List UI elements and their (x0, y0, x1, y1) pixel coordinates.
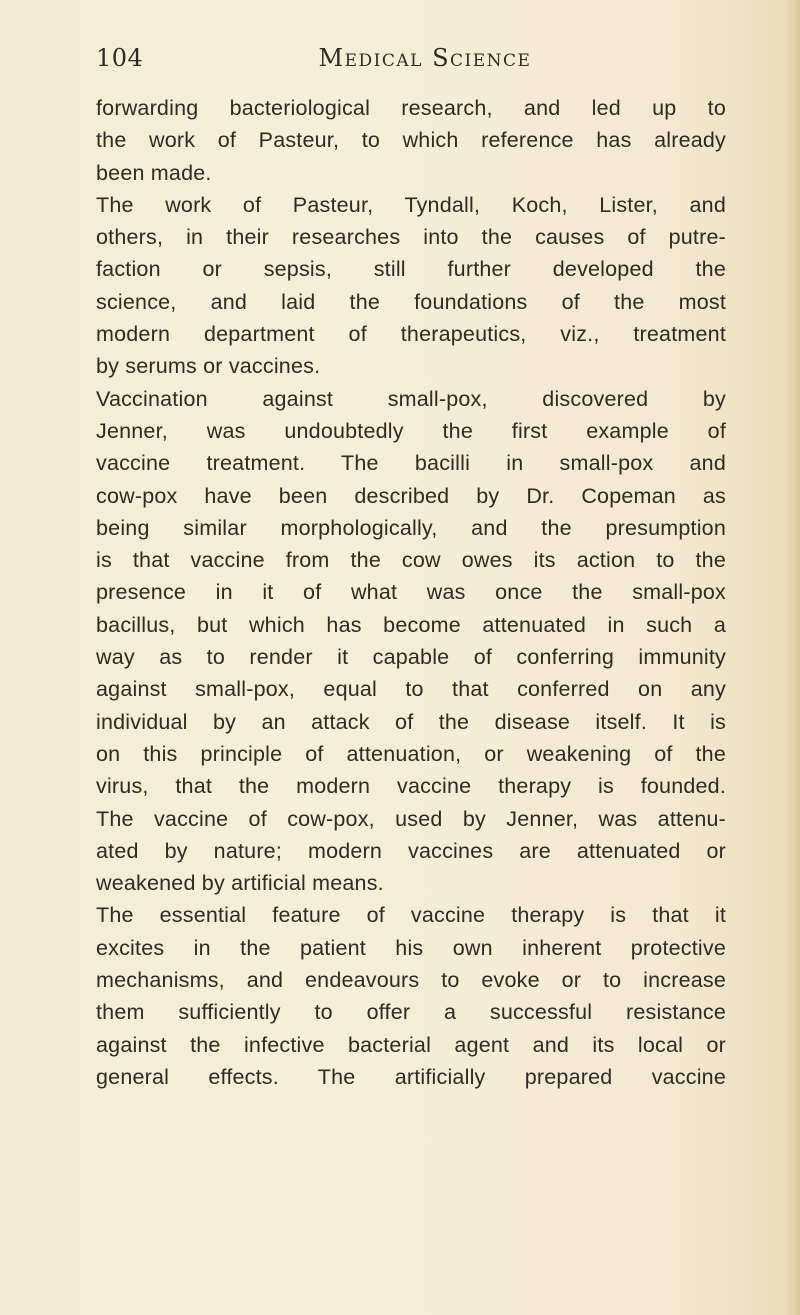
text-line: virus, that the modern vaccine therapy is founded. (96, 774, 726, 799)
text-line: vaccine treatment. The bacilli in small-pox and (96, 451, 726, 476)
text-line: ated by nature; modern vaccines are attenuated or (96, 838, 726, 863)
text-line: against the infective bacterial agent and its local or (96, 1032, 726, 1057)
text-line: excites in the patient his own inherent protective (96, 935, 726, 960)
text-line: bacillus, but which has become attenuated in such a (96, 612, 726, 637)
text-line: The vaccine of cow-pox, used by Jenner, was attenu- (96, 806, 726, 831)
text-line: is that vaccine from the cow owes its action to the (96, 548, 726, 573)
text-line: against small-pox, equal to that conferred on any (96, 677, 726, 702)
text-line: by serums or vaccines. (96, 354, 321, 379)
text-line: the work of Pasteur, to which reference has already (96, 128, 726, 153)
text-line: forwarding bacteriological research, and led up to (96, 96, 726, 120)
text-line: Vaccination against small-pox, discovered by (96, 386, 726, 411)
text-line: science, and laid the foundations of the most (96, 289, 726, 314)
text-line: general effects. The artificially prepared vaccine (96, 1064, 726, 1089)
text-line: been made. (96, 160, 212, 185)
text-line: individual by an attack of the disease itself. It is (96, 709, 726, 734)
body-text (96, 92, 726, 1093)
text-line: presence in it of what was once the small-pox (96, 580, 726, 605)
text-line: weakened by artificial means. (96, 871, 384, 896)
text-line: way as to render it capable of conferring immunity (96, 645, 726, 670)
text-line: being similar morphologically, and the presumption (96, 515, 726, 540)
text-line: faction or sepsis, still further developed the (96, 257, 726, 282)
text-line: The essential feature of vaccine therapy is that it (96, 903, 726, 928)
text-line: The work of Pasteur, Tyndall, Koch, Lister, and (96, 192, 726, 217)
text-line: them sufficiently to offer a successful resistance (96, 1000, 726, 1025)
text-line: on this principle of attenuation, or weakening of the (96, 741, 726, 766)
text-line: cow-pox have been described by Dr. Copeman as (96, 483, 726, 508)
text-line: others, in their researches into the causes of putre- (96, 225, 726, 250)
text-line: Jenner, was undoubtedly the first example of (96, 418, 726, 443)
running-title: Medical Science (318, 44, 532, 72)
text-line: mechanisms, and endeavours to evoke or to increase (96, 968, 726, 993)
page-number: 104 (96, 44, 144, 72)
page-edge-shadow (786, 0, 800, 1315)
text-line: modern department of therapeutics, viz., treatment (96, 322, 726, 347)
running-head (96, 44, 726, 84)
